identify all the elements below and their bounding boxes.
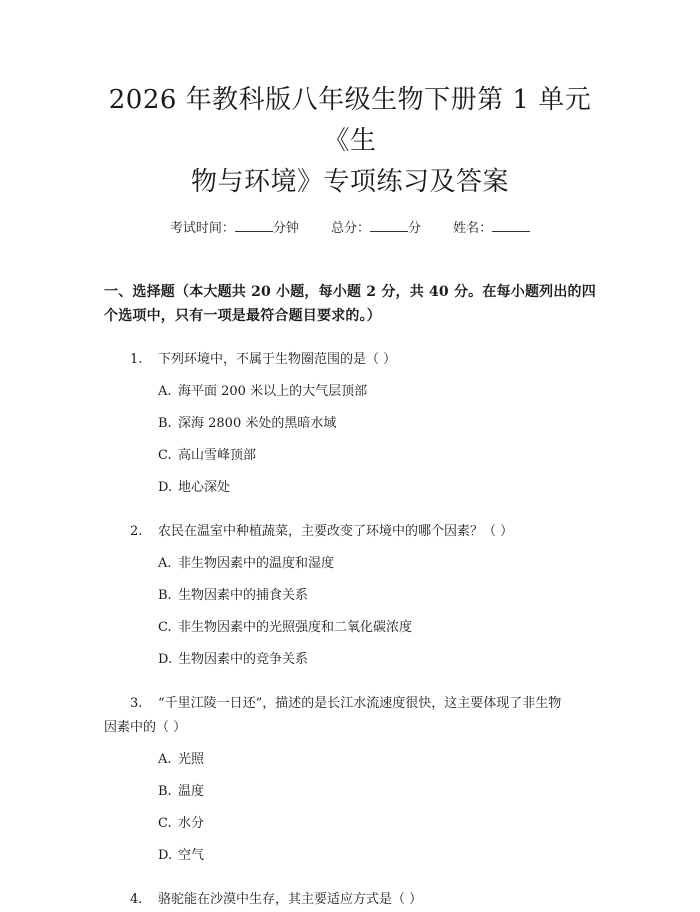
question-number: 3. [130, 696, 143, 711]
option-letter: C. [158, 816, 172, 831]
question-3-options [104, 748, 596, 868]
option-c[interactable] [104, 812, 596, 836]
question-number: 2. [130, 524, 143, 539]
option-b[interactable] [104, 780, 596, 804]
option-text: 非生物因素中的光照强度和二氧化碳浓度 [178, 620, 413, 635]
option-d[interactable] [104, 648, 596, 672]
question-number: 1. [130, 352, 143, 367]
exam-time-label: 考试时间： [169, 221, 235, 236]
option-letter: D. [158, 652, 173, 667]
exam-time-field [170, 219, 299, 238]
question-4 [104, 888, 596, 912]
score-blank[interactable] [370, 219, 408, 232]
option-text: 生物因素中的竞争关系 [178, 652, 309, 667]
name-blank[interactable] [492, 219, 530, 232]
option-letter: A. [158, 384, 172, 399]
option-b[interactable] [104, 584, 596, 608]
option-text: 温度 [178, 784, 205, 799]
option-text: 空气 [178, 848, 205, 863]
question-text-line-2: 因素中的（ ） [104, 720, 187, 735]
question-1 [104, 348, 596, 372]
question-text: 农民在温室中种植蔬菜，主要改变了环境中的哪个因素？（ ） [158, 524, 514, 539]
title-line-1: 2026 年教科版八年级生物下册第 1 单元《生 [108, 85, 592, 156]
document-title [104, 0, 596, 203]
option-text: 非生物因素中的温度和湿度 [178, 556, 335, 571]
question-2 [104, 520, 596, 544]
question-3 [104, 692, 596, 740]
exam-info [104, 219, 596, 238]
score-unit: 分 [408, 221, 422, 236]
score-label: 总分： [330, 221, 370, 236]
option-c[interactable] [104, 616, 596, 640]
option-letter: A. [158, 752, 172, 767]
option-text: 光照 [178, 752, 205, 767]
option-letter: C. [158, 448, 172, 463]
option-b[interactable] [104, 412, 596, 436]
option-letter: B. [158, 588, 172, 603]
question-text: 骆驼能在沙漠中生存，其主要适应方式是（ ） [158, 892, 423, 907]
name-field [453, 219, 530, 238]
option-d[interactable] [104, 476, 596, 500]
option-letter: D. [158, 848, 173, 863]
section-heading: 一、选择题（本大题共 20 小题，每小题 2 分，共 40 分。在每小题列出的四个选项中，只有一项是最符合题目要求的。） [104, 284, 596, 324]
name-label: 姓名： [453, 221, 493, 236]
question-text-line-1 [104, 692, 596, 716]
option-letter: B. [158, 784, 172, 799]
option-text: 地心深处 [178, 480, 231, 495]
option-text: 生物因素中的捕食关系 [178, 588, 309, 603]
score-field [331, 219, 421, 238]
question-number: 4. [130, 892, 143, 907]
option-c[interactable] [104, 444, 596, 468]
option-a[interactable] [104, 552, 596, 576]
option-text: 高山雪峰顶部 [178, 448, 257, 463]
exam-time-blank[interactable] [235, 219, 273, 232]
option-a[interactable] [104, 748, 596, 772]
option-letter: D. [158, 480, 173, 495]
option-text: 海平面 200 米以上的大气层顶部 [178, 384, 368, 399]
option-letter: C. [158, 620, 172, 635]
exam-time-unit: 分钟 [272, 221, 299, 236]
question-text: “千里江陵一日还”，描述的是长江水流速度很快，这主要体现了非生物 [158, 696, 562, 711]
option-letter: B. [158, 416, 172, 431]
question-1-options [104, 380, 596, 500]
question-2-options [104, 552, 596, 672]
title-line-2: 物与环境》专项练习及答案 [190, 167, 509, 197]
option-a[interactable] [104, 380, 596, 404]
question-text: 下列环境中，不属于生物圈范围的是（ ） [158, 352, 397, 367]
option-letter: A. [158, 556, 172, 571]
option-d[interactable] [104, 844, 596, 868]
option-text: 水分 [178, 816, 205, 831]
option-text: 深海 2800 米处的黑暗水域 [178, 416, 337, 431]
